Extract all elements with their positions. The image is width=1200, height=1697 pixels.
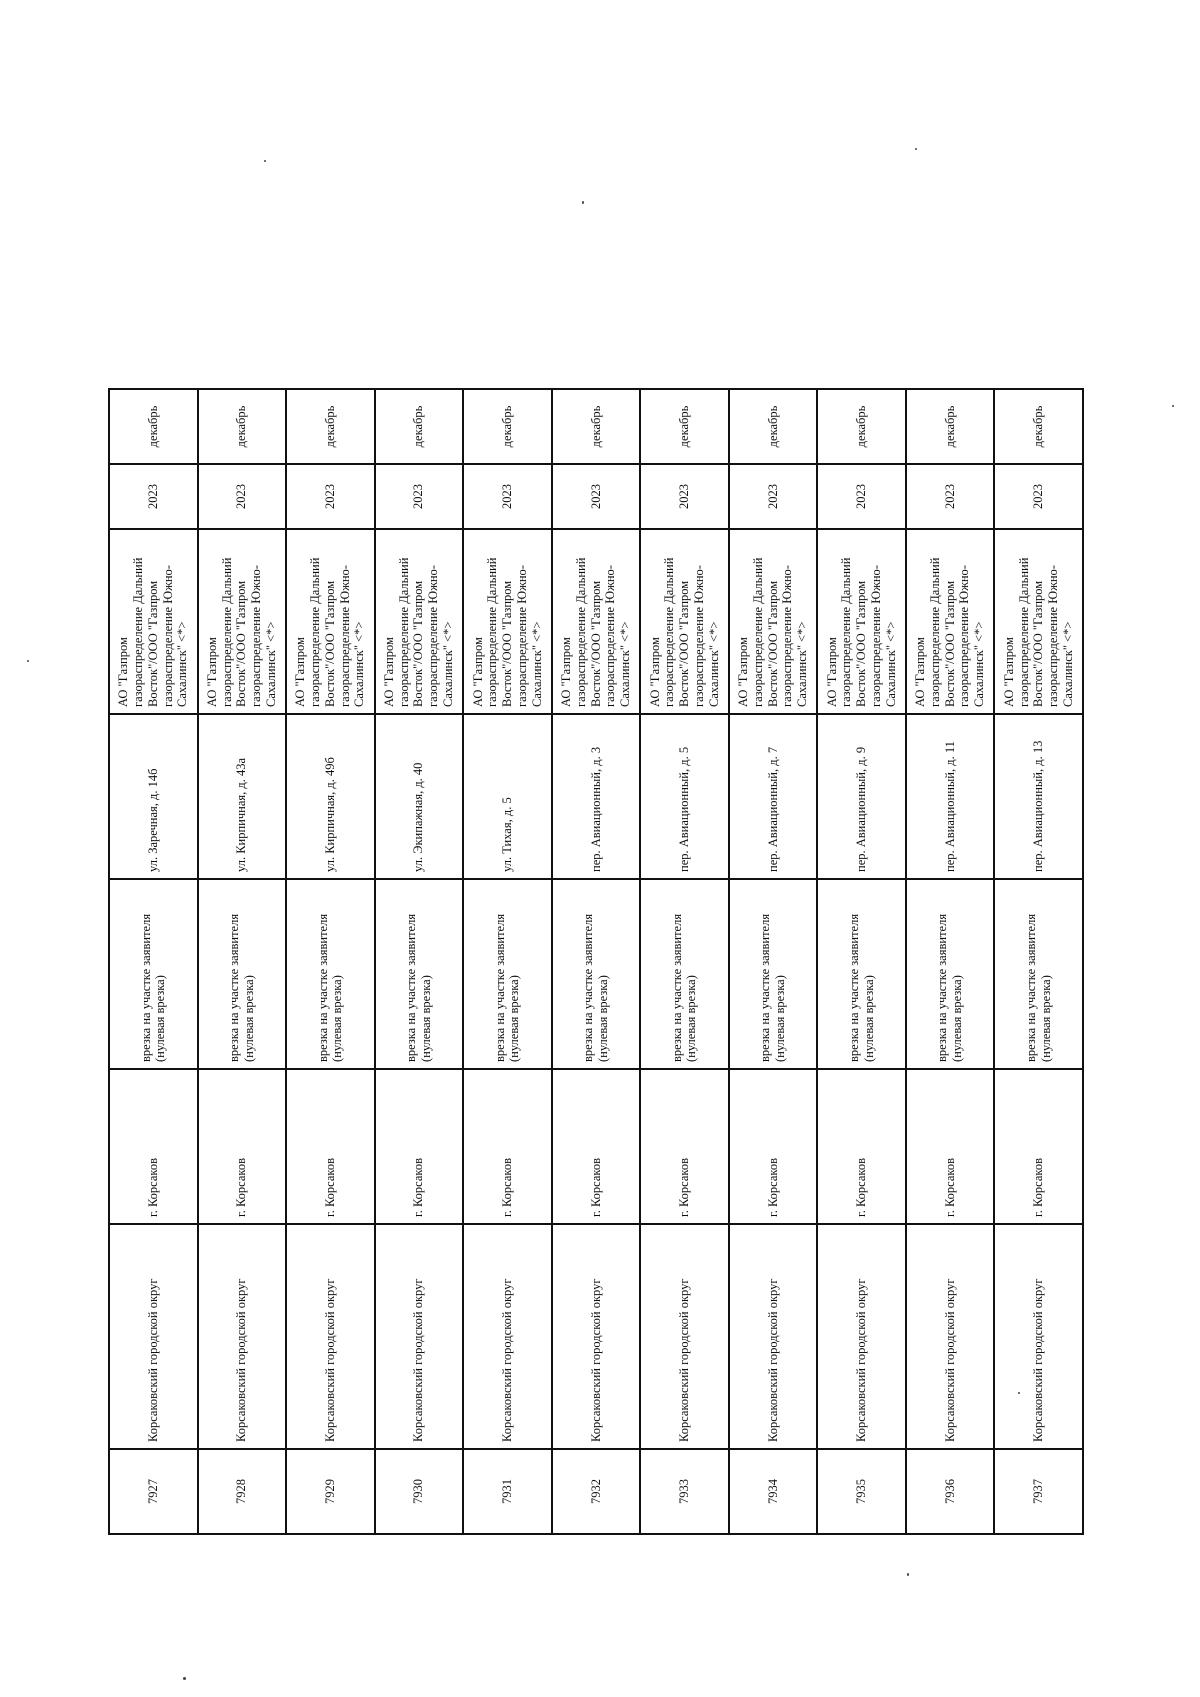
locality-cell: г. Корсаков: [463, 1069, 552, 1224]
district-cell: Корсаковский городской округ: [640, 1224, 729, 1449]
year-cell: 2023: [729, 464, 818, 529]
year-cell: 2023: [817, 464, 906, 529]
locality-cell: г. Корсаков: [817, 1069, 906, 1224]
scan-speck: [183, 1677, 186, 1680]
work-type-cell: врезка на участке заявителя (нулевая врезка): [375, 879, 464, 1069]
work-type-cell: врезка на участке заявителя (нулевая врезка): [817, 879, 906, 1069]
row-number: 7934: [729, 1449, 818, 1534]
month-cell: декабрь: [109, 389, 198, 464]
gasification-schedule-table: [108, 388, 1084, 1535]
year-cell: 2023: [552, 464, 641, 529]
work-type-cell: врезка на участке заявителя (нулевая врезка): [109, 879, 198, 1069]
district-cell: Корсаковский городской округ: [198, 1224, 287, 1449]
district-cell: Корсаковский городской округ: [552, 1224, 641, 1449]
table-row: [552, 389, 641, 1534]
address-cell: пер. Авиационный, д. 11: [906, 714, 995, 879]
address-cell: пер. Авиационный, д. 7: [729, 714, 818, 879]
organization-cell: АО "Газпром газораспределение Дальний Восток"/ООО "Газпром газораспределение Южно-Сахалинск" <*>: [640, 529, 729, 714]
table-row: [729, 389, 818, 1534]
address-cell: ул. Тихая, д. 5: [463, 714, 552, 879]
month-cell: декабрь: [198, 389, 287, 464]
work-type-cell: врезка на участке заявителя (нулевая врезка): [906, 879, 995, 1069]
row-number: 7935: [817, 1449, 906, 1534]
scan-speck: [1172, 405, 1174, 407]
locality-cell: г. Корсаков: [109, 1069, 198, 1224]
year-cell: 2023: [109, 464, 198, 529]
address-cell: пер. Авиационный, д. 9: [817, 714, 906, 879]
table-row: [463, 389, 552, 1534]
address-cell: ул. Кирпичная, д. 49б: [286, 714, 375, 879]
work-type-cell: врезка на участке заявителя (нулевая врезка): [729, 879, 818, 1069]
district-cell: Корсаковский городской округ: [729, 1224, 818, 1449]
address-cell: пер. Авиационный, д. 5: [640, 714, 729, 879]
row-number: 7937: [994, 1449, 1083, 1534]
month-cell: декабрь: [463, 389, 552, 464]
organization-cell: АО "Газпром газораспределение Дальний Восток"/ООО "Газпром газораспределение Южно-Сахалинск" <*>: [109, 529, 198, 714]
table-row: [375, 389, 464, 1534]
row-number: 7933: [640, 1449, 729, 1534]
year-cell: 2023: [463, 464, 552, 529]
scan-speck: [1018, 1392, 1020, 1394]
district-cell: Корсаковский городской округ: [994, 1224, 1083, 1449]
locality-cell: г. Корсаков: [729, 1069, 818, 1224]
scan-speck: [27, 660, 29, 662]
locality-cell: г. Корсаков: [286, 1069, 375, 1224]
organization-cell: АО "Газпром газораспределение Дальний Восток"/ООО "Газпром газораспределение Южно-Сахалинск" <*>: [286, 529, 375, 714]
table-row: [198, 389, 287, 1534]
row-number: 7932: [552, 1449, 641, 1534]
year-cell: 2023: [375, 464, 464, 529]
scan-speck: [915, 148, 917, 150]
year-cell: 2023: [640, 464, 729, 529]
row-number: 7927: [109, 1449, 198, 1534]
organization-cell: АО "Газпром газораспределение Дальний Восток"/ООО "Газпром газораспределение Южно-Сахалинск" <*>: [729, 529, 818, 714]
work-type-cell: врезка на участке заявителя (нулевая врезка): [552, 879, 641, 1069]
work-type-cell: врезка на участке заявителя (нулевая врезка): [198, 879, 287, 1069]
organization-cell: АО "Газпром газораспределение Дальний Восток"/ООО "Газпром газораспределение Южно-Сахалинск" <*>: [906, 529, 995, 714]
month-cell: декабрь: [994, 389, 1083, 464]
locality-cell: г. Корсаков: [994, 1069, 1083, 1224]
address-cell: ул. Кирпичная, д. 43а: [198, 714, 287, 879]
table-row: [286, 389, 375, 1534]
month-cell: декабрь: [286, 389, 375, 464]
table-row: [109, 389, 198, 1534]
scan-speck: [907, 1573, 909, 1576]
address-cell: пер. Авиационный, д. 3: [552, 714, 641, 879]
year-cell: 2023: [198, 464, 287, 529]
address-cell: ул. Заречная, д. 14б: [109, 714, 198, 879]
scan-speck: [582, 201, 584, 204]
district-cell: Корсаковский городской округ: [109, 1224, 198, 1449]
district-cell: Корсаковский городской округ: [817, 1224, 906, 1449]
work-type-cell: врезка на участке заявителя (нулевая врезка): [463, 879, 552, 1069]
locality-cell: г. Корсаков: [375, 1069, 464, 1224]
table-row: [906, 389, 995, 1534]
month-cell: декабрь: [640, 389, 729, 464]
work-type-cell: врезка на участке заявителя (нулевая врезка): [994, 879, 1083, 1069]
year-cell: 2023: [906, 464, 995, 529]
month-cell: декабрь: [375, 389, 464, 464]
district-cell: Корсаковский городской округ: [463, 1224, 552, 1449]
organization-cell: АО "Газпром газораспределение Дальний Восток"/ООО "Газпром газораспределение Южно-Сахалинск" <*>: [375, 529, 464, 714]
month-cell: декабрь: [817, 389, 906, 464]
month-cell: декабрь: [552, 389, 641, 464]
organization-cell: АО "Газпром газораспределение Дальний Восток"/ООО "Газпром газораспределение Южно-Сахалинск" <*>: [552, 529, 641, 714]
address-cell: пер. Авиационный, д. 13: [994, 714, 1083, 879]
rotated-table-wrapper: [108, 390, 1084, 1535]
organization-cell: АО "Газпром газораспределение Дальний Восток"/ООО "Газпром газораспределение Южно-Сахалинск" <*>: [994, 529, 1083, 714]
locality-cell: г. Корсаков: [198, 1069, 287, 1224]
row-number: 7928: [198, 1449, 287, 1534]
table-row: [640, 389, 729, 1534]
locality-cell: г. Корсаков: [640, 1069, 729, 1224]
row-number: 7936: [906, 1449, 995, 1534]
locality-cell: г. Корсаков: [906, 1069, 995, 1224]
row-number: 7930: [375, 1449, 464, 1534]
table-row: [817, 389, 906, 1534]
work-type-cell: врезка на участке заявителя (нулевая врезка): [640, 879, 729, 1069]
district-cell: Корсаковский городской округ: [375, 1224, 464, 1449]
district-cell: Корсаковский городской округ: [906, 1224, 995, 1449]
row-number: 7931: [463, 1449, 552, 1534]
district-cell: Корсаковский городской округ: [286, 1224, 375, 1449]
table-body: [109, 389, 1083, 1534]
organization-cell: АО "Газпром газораспределение Дальний Восток"/ООО "Газпром газораспределение Южно-Сахалинск" <*>: [817, 529, 906, 714]
year-cell: 2023: [994, 464, 1083, 529]
scan-speck: [264, 160, 266, 162]
row-number: 7929: [286, 1449, 375, 1534]
month-cell: декабрь: [906, 389, 995, 464]
year-cell: 2023: [286, 464, 375, 529]
work-type-cell: врезка на участке заявителя (нулевая врезка): [286, 879, 375, 1069]
organization-cell: АО "Газпром газораспределение Дальний Восток"/ООО "Газпром газораспределение Южно-Сахалинск" <*>: [463, 529, 552, 714]
table-row: [994, 389, 1083, 1534]
organization-cell: АО "Газпром газораспределение Дальний Восток"/ООО "Газпром газораспределение Южно-Сахалинск" <*>: [198, 529, 287, 714]
month-cell: декабрь: [729, 389, 818, 464]
locality-cell: г. Корсаков: [552, 1069, 641, 1224]
address-cell: ул. Экипажная, д. 40: [375, 714, 464, 879]
